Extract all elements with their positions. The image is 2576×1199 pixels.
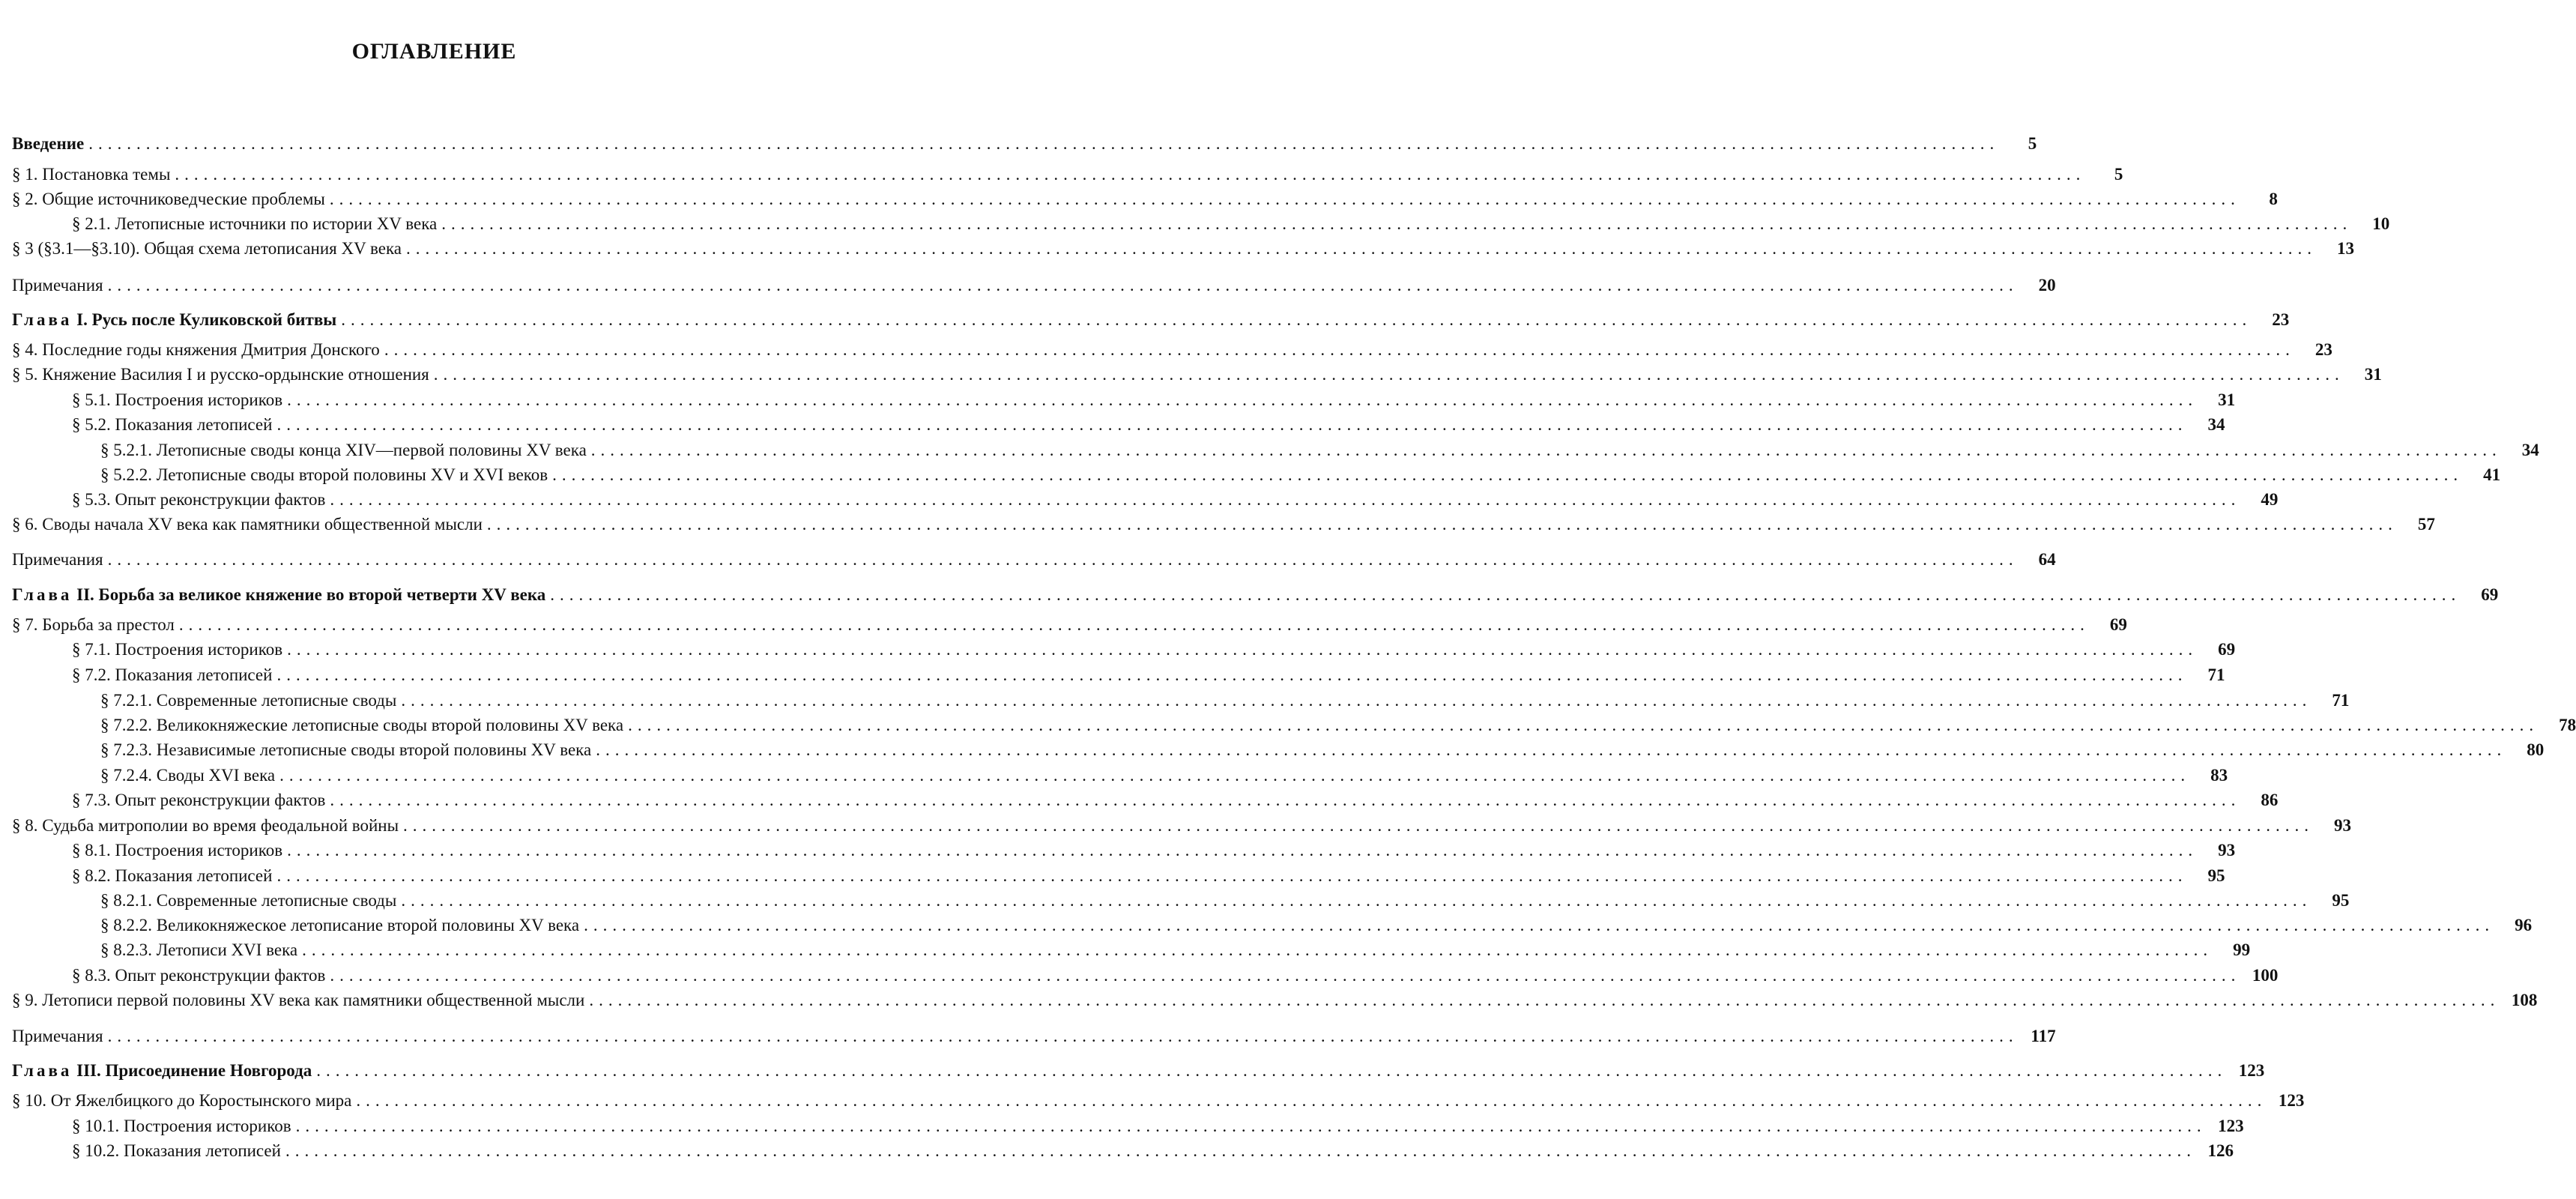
- toc-entry-title: Примечания: [12, 1027, 103, 1045]
- dot-leader: ........................................................................................................................................................................................................: [276, 415, 2188, 434]
- toc-entry-page: 8: [2269, 190, 2278, 208]
- toc-entry-page: 126: [2207, 1141, 2234, 1160]
- toc-entry: [12, 308, 2290, 332]
- dot-leader: ........................................................................................................................................................................................................: [433, 365, 2344, 384]
- dot-leader: ........................................................................................................................................................................................................: [107, 1027, 2019, 1045]
- toc-entry-title: § 1. Постановка темы: [12, 165, 171, 184]
- toc-entry-title: Глава III. Присоединение Новгорода: [12, 1061, 312, 1080]
- dot-leader: ........................................................................................................................................................................................................: [330, 966, 2241, 985]
- toc-entry-title: § 7.2.3. Независимые летописные своды второй половины XV века: [100, 740, 592, 759]
- toc-entry-page: 20: [2038, 276, 2056, 295]
- toc-entry-page: 64: [2038, 550, 2056, 569]
- toc-entry: [12, 663, 2225, 687]
- toc-entry-page: 34: [2207, 415, 2225, 434]
- toc-entry-title: § 4. Последние годы княжения Дмитрия Донского: [12, 340, 380, 359]
- toc-entry-page: 95: [2332, 891, 2350, 910]
- toc-entry: [12, 548, 2056, 572]
- toc-entry-page: 83: [2210, 766, 2228, 785]
- dot-leader: ........................................................................................................................................................................................................: [287, 390, 2198, 409]
- chapter-prefix: Глава: [12, 585, 73, 604]
- toc-entry-page: 69: [2481, 585, 2499, 604]
- toc-entry: [12, 738, 2545, 762]
- toc-entry-page: 95: [2207, 866, 2225, 885]
- toc-entry: [12, 463, 2501, 487]
- toc-entry-page: 23: [2272, 310, 2290, 329]
- toc-entry-title: § 2. Общие источниковедческие проблемы: [12, 190, 325, 208]
- toc-entry-title: § 5.3. Опыт реконструкции фактов: [72, 490, 326, 509]
- toc-entry: [12, 1059, 2265, 1083]
- dot-leader: ........................................................................................................................................................................................................: [276, 866, 2188, 885]
- toc-entry-title: § 10. От Яжелбицкого до Коростынского мира: [12, 1091, 352, 1110]
- toc-entry-page: 117: [2031, 1027, 2056, 1045]
- dot-leader: ........................................................................................................................................................................................................: [330, 490, 2241, 509]
- dot-leader: ........................................................................................................................................................................................................: [295, 1117, 2207, 1135]
- toc-entry: [12, 237, 2354, 261]
- toc-entry-title: § 5.1. Построения историков: [72, 390, 283, 409]
- dot-leader: ........................................................................................................................................................................................................: [596, 740, 2507, 759]
- toc-entry-page: 123: [2218, 1117, 2244, 1135]
- toc-entry: [12, 964, 2279, 988]
- toc-entry-title: § 3 (§3.1—§3.10). Общая схема летописания XV века: [12, 239, 402, 258]
- toc-entry-page: 49: [2261, 490, 2279, 509]
- dot-leader: ........................................................................................................................................................................................................: [175, 165, 2086, 184]
- toc-entry: [12, 274, 2056, 298]
- toc-entry-page: 34: [2521, 441, 2539, 459]
- toc-entry-page: 123: [2278, 1091, 2305, 1110]
- toc-entry: [12, 1024, 2056, 1048]
- toc-entry: [12, 132, 2037, 156]
- toc-entry-title: Примечания: [12, 550, 103, 569]
- dot-leader: ........................................................................................................................................................................................................: [356, 1091, 2267, 1110]
- dot-leader: ........................................................................................................................................................................................................: [401, 691, 2312, 710]
- dot-leader: ........................................................................................................................................................................................................: [316, 1061, 2228, 1080]
- toc-entry-page: 10: [2372, 214, 2390, 233]
- dot-leader: ........................................................................................................................................................................................................: [403, 816, 2315, 835]
- toc-entry: [12, 1114, 2244, 1138]
- toc-entry: [12, 864, 2225, 888]
- dot-leader: ........................................................................................................................................................................................................: [486, 515, 2398, 534]
- dot-leader: ........................................................................................................................................................................................................: [329, 190, 2240, 208]
- toc-entry-page: 69: [2218, 640, 2236, 659]
- toc-entry-page: 123: [2238, 1061, 2265, 1080]
- toc-entry-page: 93: [2334, 816, 2352, 835]
- toc-entry-title: § 8. Судьба митрополии во время феодальной войны: [12, 816, 399, 835]
- toc-entry-page: 31: [2364, 365, 2382, 384]
- toc-entry-page: 96: [2515, 916, 2533, 934]
- toc-entry-page: 23: [2315, 340, 2332, 359]
- toc-entry-title: § 7. Борьба за престол: [12, 615, 175, 634]
- toc-entry: [12, 488, 2279, 512]
- toc-entry-title: Примечания: [12, 276, 103, 295]
- toc-entry: [12, 938, 2251, 962]
- toc-entry: [12, 388, 2236, 412]
- dot-leader: ........................................................................................................................................................................................................: [107, 550, 2019, 569]
- toc-entry-page: 108: [2511, 991, 2538, 1009]
- toc-entry-title: Глава I. Русь после Куликовской битвы: [12, 310, 337, 329]
- dot-leader: ........................................................................................................................................................................................................: [276, 665, 2188, 684]
- chapter-prefix: Глава: [12, 310, 73, 329]
- toc-entry-title: § 8.2. Показания летописей: [72, 866, 273, 885]
- dot-leader: ........................................................................................................................................................................................................: [401, 891, 2312, 910]
- toc-entry-title: § 7.2.4. Своды XVI века: [100, 766, 276, 785]
- toc-entry: [12, 889, 2350, 913]
- dot-leader: ........................................................................................................................................................................................................: [88, 134, 2000, 153]
- dot-leader: ........................................................................................................................................................................................................: [107, 276, 2019, 295]
- dot-leader: ........................................................................................................................................................................................................: [341, 310, 2252, 329]
- toc-entry-title: Глава II. Борьба за великое княжение во второй четверти XV века: [12, 585, 546, 604]
- toc-entry-page: 99: [2233, 940, 2251, 959]
- toc-entry: [12, 638, 2236, 662]
- toc-entry: [12, 689, 2350, 713]
- toc-entry-title: § 8.2.2. Великокняжеское летописание второй половины XV века: [100, 916, 580, 934]
- toc-entry: [12, 212, 2390, 236]
- toc-entry-page: 13: [2337, 239, 2354, 258]
- toc-entry: [12, 613, 2127, 637]
- toc-entry: [12, 814, 2352, 838]
- toc-entry-title: § 5. Княжение Василия I и русско-ордынские отношения: [12, 365, 429, 384]
- dot-leader: ........................................................................................................................................................................................................: [279, 766, 2191, 785]
- toc-entry: [12, 363, 2382, 387]
- toc-entry-title: § 8.1. Построения историков: [72, 841, 283, 860]
- dot-leader: ........................................................................................................................................................................................................: [441, 214, 2353, 233]
- toc-entry-page: 5: [2028, 134, 2037, 153]
- toc-entry-title: § 8.2.1. Современные летописные своды: [100, 891, 397, 910]
- toc-entry-page: 69: [2109, 615, 2127, 634]
- toc-entry-page: 71: [2332, 691, 2350, 710]
- toc-entry-title: § 8.3. Опыт реконструкции фактов: [72, 966, 326, 985]
- toc-entry-title: § 7.2.2. Великокняжеские летописные своды второй половины XV века: [100, 716, 624, 734]
- toc-entry-page: 71: [2207, 665, 2225, 684]
- toc-entry: [12, 413, 2225, 437]
- toc-entry-title: § 10.2. Показания летописей: [72, 1141, 281, 1160]
- toc-entry: [12, 1089, 2305, 1113]
- toc-entry-title: § 5.2.2. Летописные своды второй половины XV и XVI веков: [100, 465, 548, 484]
- toc-entry: [12, 988, 2538, 1012]
- toc-entry: [12, 163, 2123, 187]
- toc-entry-page: 93: [2218, 841, 2236, 860]
- toc-entry-page: 100: [2252, 966, 2279, 985]
- toc-entry-title: § 2.1. Летописные источники по истории XV века: [72, 214, 438, 233]
- dot-leader: ........................................................................................................................................................................................................: [628, 716, 2539, 734]
- dot-leader: ........................................................................................................................................................................................................: [330, 791, 2241, 809]
- toc-entry-title: § 7.1. Построения историков: [72, 640, 283, 659]
- toc-entry-page: 31: [2218, 390, 2236, 409]
- dot-leader: ........................................................................................................................................................................................................: [550, 585, 2461, 604]
- dot-leader: ........................................................................................................................................................................................................: [552, 465, 2464, 484]
- toc-entry-title: § 6. Своды начала XV века как памятники общественной мысли: [12, 515, 483, 534]
- toc-entry-title: § 5.2. Показания летописей: [72, 415, 273, 434]
- dot-leader: ........................................................................................................................................................................................................: [590, 441, 2502, 459]
- toc-entry-title: Введение: [12, 134, 85, 153]
- toc-entry: [12, 839, 2236, 863]
- toc-entry: [12, 438, 2539, 462]
- toc-entry: [12, 713, 2576, 737]
- dot-leader: ........................................................................................................................................................................................................: [584, 916, 2495, 934]
- dot-leader: ........................................................................................................................................................................................................: [406, 239, 2317, 258]
- toc-entry-page: 41: [2483, 465, 2501, 484]
- toc-entry-title: § 10.1. Построения историков: [72, 1117, 291, 1135]
- dot-leader: ........................................................................................................................................................................................................: [302, 940, 2213, 959]
- toc-entry-title: § 9. Летописи первой половины XV века как памятники общественной мысли: [12, 991, 585, 1009]
- toc-entry: [12, 583, 2499, 607]
- toc-entry-page: 78: [2559, 716, 2576, 734]
- dot-leader: ........................................................................................................................................................................................................: [589, 991, 2500, 1009]
- toc-entry: [12, 788, 2279, 812]
- toc-entry-page: 57: [2417, 515, 2435, 534]
- toc-entry-page: 5: [2114, 165, 2123, 184]
- toc-entry-title: § 5.2.1. Летописные своды конца XIV—первой половины XV века: [100, 441, 587, 459]
- toc-entry: [12, 913, 2533, 937]
- toc-entry: [12, 764, 2228, 788]
- toc-entry: [12, 513, 2435, 537]
- dot-leader: ........................................................................................................................................................................................................: [285, 1141, 2196, 1160]
- chapter-prefix: Глава: [12, 1061, 73, 1080]
- dot-leader: ........................................................................................................................................................................................................: [287, 640, 2198, 659]
- dot-leader: ........................................................................................................................................................................................................: [178, 615, 2090, 634]
- toc-entry-title: § 8.2.3. Летописи XVI века: [100, 940, 298, 959]
- dot-leader: ........................................................................................................................................................................................................: [287, 841, 2198, 860]
- toc-entry: [12, 187, 2278, 211]
- toc-entry-title: § 7.3. Опыт реконструкции фактов: [72, 791, 326, 809]
- toc-entry: [12, 1139, 2234, 1163]
- toc-entry-page: 86: [2261, 791, 2279, 809]
- dot-leader: ........................................................................................................................................................................................................: [384, 340, 2295, 359]
- toc-entry-title: § 7.2.1. Современные летописные своды: [100, 691, 397, 710]
- toc-entry-title: § 7.2. Показания летописей: [72, 665, 273, 684]
- page-title: ОГЛАВЛЕНИЕ: [351, 39, 517, 64]
- toc-entry-page: 80: [2527, 740, 2545, 759]
- toc-entry: [12, 338, 2332, 362]
